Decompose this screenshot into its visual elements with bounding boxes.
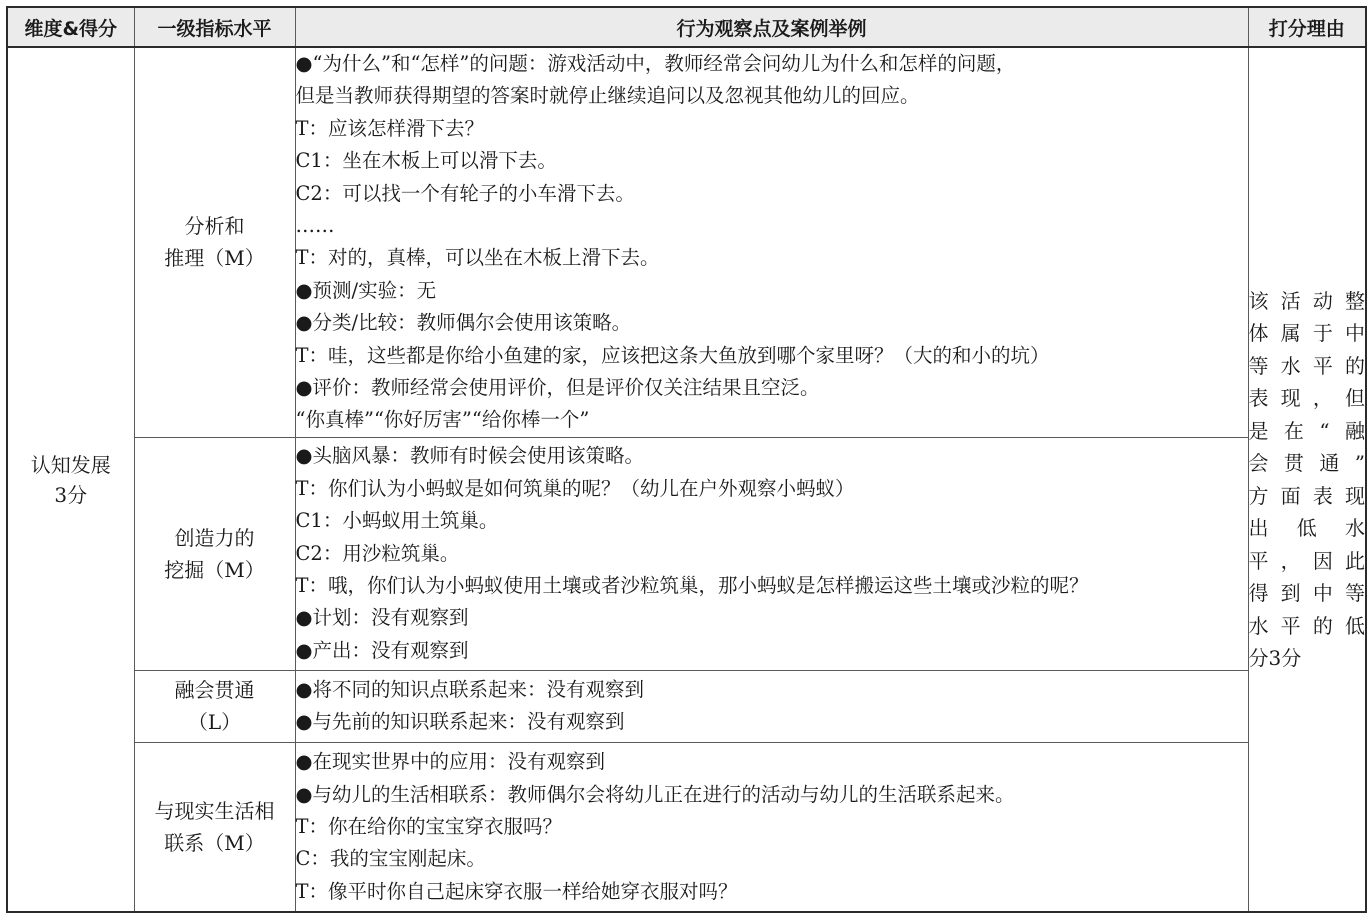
reason-line: 得到中等 (1248, 581, 1365, 606)
table-row (7, 670, 1366, 742)
example-line: ●头脑风暴：教师有时候会使用该策略。 (295, 444, 645, 468)
indicator-cell (134, 742, 295, 912)
reason-line: 出低水 (1248, 516, 1365, 541)
reason-line: 等水平的 (1248, 353, 1365, 378)
dimension-name: 认知发展 (30, 452, 111, 477)
indicator-cell (134, 47, 295, 437)
indicator-cell (134, 670, 295, 742)
indicator-line: 联系（M） (164, 831, 265, 856)
indicator-line: 与现实生活相 (154, 799, 275, 824)
example-line: C2：用沙粒筑巢。 (295, 541, 460, 565)
reason-line: 水平的低 (1248, 613, 1365, 638)
table-row (7, 47, 1366, 437)
example-cell (295, 670, 1248, 742)
example-cell (295, 47, 1248, 437)
example-line: ●“为什么”和“怎样”的问题：游戏活动中，教师经常会问幼儿为什么和怎样的问题， (295, 52, 1016, 75)
indicator-line: 挖掘（M） (164, 557, 265, 582)
header-row (7, 7, 1366, 47)
indicator-cell (134, 437, 295, 670)
header-level1: 一级指标水平 (134, 7, 295, 47)
indicator-line: 融会贯通 (174, 678, 255, 703)
example-line: 但是当教师获得期望的答案时就停止继续追问以及忽视其他幼儿的回应。 (295, 84, 920, 108)
example-line: …… (295, 214, 335, 238)
example-line: C1：坐在木板上可以滑下去。 (295, 149, 557, 173)
example-line: C2：可以找一个有轮子的小车滑下去。 (295, 181, 635, 205)
example-line: ●将不同的知识点联系起来：没有观察到 (295, 677, 645, 701)
example-line: ●在现实世界中的应用：没有观察到 (295, 750, 606, 774)
header-observation: 行为观察点及案例举例 (295, 7, 1248, 47)
indicator-line: （L） (187, 710, 242, 735)
table-row (7, 437, 1366, 670)
example-line: T：你们认为小蚂蚁是如何筑巢的呢？（幼儿在户外观察小蚂蚁） (295, 476, 855, 500)
indicator-line: 分析和 (184, 214, 245, 239)
reason-line: 分3分 (1248, 646, 1302, 671)
example-line: ●预测/实验：无 (295, 278, 437, 302)
example-line: T：应该怎样滑下去？ (295, 116, 485, 140)
reason-line: 平，因此 (1248, 548, 1365, 573)
example-line: T：哇，这些都是你给小鱼建的家，应该把这条大鱼放到哪个家里呀？（大的和小的坑） (295, 343, 1050, 367)
example-line: T：对的，真棒，可以坐在木板上滑下去。 (295, 246, 660, 270)
indicator-line: 推理（M） (164, 246, 265, 271)
dimension-score: 3分 (54, 482, 88, 507)
example-line: ●与先前的知识联系起来：没有观察到 (295, 710, 625, 734)
reason-line: 会贯通” (1248, 451, 1365, 476)
example-line: T：哦，你们认为小蚂蚁使用土壤或者沙粒筑巢，那小蚂蚁是怎样搬运这些土壤或沙粒的呢？ (295, 574, 1089, 598)
example-line: ●分类/比较：教师偶尔会使用该策略。 (295, 311, 632, 335)
example-cell (295, 437, 1248, 670)
scoring-table (6, 6, 1367, 913)
header-dimension: 维度&得分 (7, 7, 134, 47)
example-line: C1：小蚂蚁用土筑巢。 (295, 509, 499, 533)
dimension-cell (7, 47, 134, 912)
reason-line: 是在“融 (1248, 418, 1365, 443)
reason-line: 方面表现 (1248, 483, 1365, 508)
table-row (7, 742, 1366, 912)
reason-cell (1248, 47, 1366, 912)
header-reason: 打分理由 (1248, 7, 1366, 47)
example-line: ●与幼儿的生活相联系：教师偶尔会将幼儿正在进行的活动与幼儿的生活联系起来。 (295, 782, 1015, 806)
reason-line: 该活动整 (1248, 288, 1365, 313)
example-line: ●计划：没有观察到 (295, 606, 469, 630)
example-line: ●评价：教师经常会使用评价，但是评价仅关注结果且空泛。 (295, 376, 820, 400)
reason-line: 体属于中 (1248, 321, 1365, 346)
example-line: C：我的宝宝刚起床。 (295, 847, 486, 871)
example-line: T：你在给你的宝宝穿衣服吗？ (295, 814, 563, 838)
example-line: ●产出：没有观察到 (295, 638, 469, 662)
example-line: “你真棒”“你好厉害”“给你棒一个” (295, 408, 590, 432)
reason-line: 表现，但 (1248, 386, 1365, 411)
example-cell (295, 742, 1248, 912)
indicator-line: 创造力的 (174, 525, 255, 550)
example-line: T：像平时你自己起床穿衣服一样给她穿衣服对吗？ (295, 879, 738, 903)
